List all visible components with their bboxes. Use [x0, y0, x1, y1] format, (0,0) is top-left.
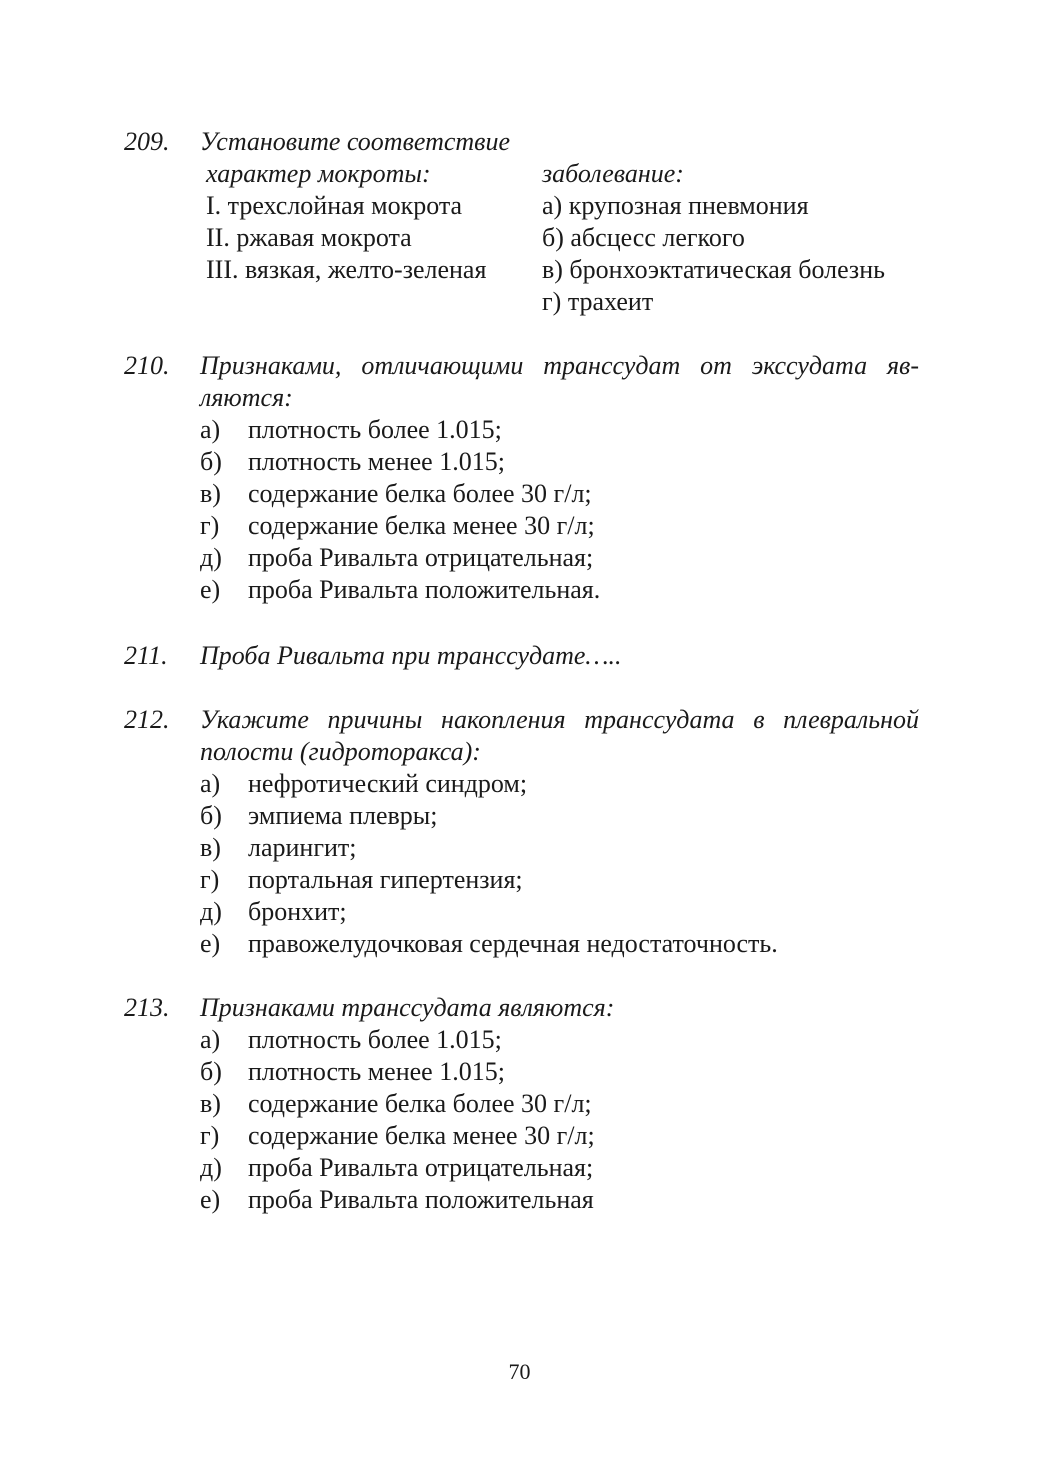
- question-text: Проба Ривальта при транссудате…..: [200, 641, 622, 670]
- matching-left-header: характер мокроты:: [206, 159, 431, 188]
- matching-row: [206, 190, 919, 222]
- question-number: 213.: [124, 993, 170, 1022]
- option-letter: г): [200, 865, 220, 894]
- matching-right-header: заболевание:: [542, 159, 684, 188]
- option-text: плотность менее 1.015;: [248, 447, 505, 476]
- option-text: правожелудочковая сердечная недостаточность.: [248, 929, 778, 958]
- matching-row: [206, 222, 919, 254]
- question-header: [124, 126, 919, 158]
- option-item: [200, 1088, 919, 1120]
- matching-right-item: а) крупозная пневмония: [542, 191, 809, 220]
- matching-left-item: [206, 286, 542, 318]
- option-letter: а): [200, 769, 221, 798]
- option-letter: б): [200, 1057, 222, 1086]
- question-number: 209.: [124, 127, 170, 156]
- option-item: [200, 1152, 919, 1184]
- option-item: [200, 478, 919, 510]
- option-text: плотность менее 1.015;: [248, 1057, 505, 1086]
- question-header: [124, 992, 919, 1024]
- option-letter: б): [200, 801, 222, 830]
- option-letter: в): [200, 833, 221, 862]
- option-item: [200, 414, 919, 446]
- option-text: ларингит;: [248, 833, 357, 862]
- matching-table: [206, 158, 919, 318]
- option-letter: в): [200, 1089, 221, 1118]
- option-item: [200, 1056, 919, 1088]
- question-text-line-2: ляются:: [200, 383, 293, 412]
- option-text: содержание белка более 30 г/л;: [248, 479, 592, 508]
- option-letter: а): [200, 415, 221, 444]
- option-item: [200, 800, 919, 832]
- question-211: [124, 640, 919, 672]
- question-text: Установите соответствие: [200, 127, 510, 156]
- question-number: 211.: [124, 641, 168, 670]
- question-text-line-1: Укажите причины накопления транссудата в плевральной: [200, 705, 919, 734]
- option-item: [200, 768, 919, 800]
- matching-row: [206, 254, 919, 286]
- option-text: плотность более 1.015;: [248, 1025, 502, 1054]
- question-number: 210.: [124, 351, 170, 380]
- option-item: [200, 510, 919, 542]
- option-text: содержание белка более 30 г/л;: [248, 1089, 592, 1118]
- option-item: [200, 864, 919, 896]
- option-item: [200, 1184, 919, 1216]
- option-text: плотность более 1.015;: [248, 415, 502, 444]
- option-letter: д): [200, 543, 222, 572]
- option-text: проба Ривальта положительная: [248, 1185, 594, 1214]
- option-letter: г): [200, 1121, 220, 1150]
- question-text-line-1: Признаками, отличающими транссудат от экссудата яв-: [200, 351, 919, 380]
- option-text: проба Ривальта положительная.: [248, 575, 601, 604]
- options-list: [200, 1024, 919, 1216]
- question-213: [124, 992, 919, 1216]
- option-item: [200, 542, 919, 574]
- matching-right-item: б) абсцесс легкого: [542, 223, 745, 252]
- option-item: [200, 832, 919, 864]
- question-text-line-2: полости (гидроторакса):: [200, 737, 481, 766]
- matching-left-item: II. ржавая мокрота: [206, 223, 412, 252]
- option-item: [200, 446, 919, 478]
- option-letter: в): [200, 479, 221, 508]
- matching-header-row: [206, 158, 919, 190]
- option-item: [200, 896, 919, 928]
- question-text-block: [200, 350, 919, 414]
- page-number: 70: [508, 1359, 531, 1384]
- option-letter: е): [200, 929, 221, 958]
- option-text: нефротический синдром;: [248, 769, 528, 798]
- options-list: [200, 414, 919, 606]
- matching-right-item: в) бронхоэктатическая болезнь: [542, 255, 885, 284]
- option-item: [200, 928, 919, 960]
- option-text: бронхит;: [248, 897, 347, 926]
- matching-left-item: III. вязкая, желто-зеленая: [206, 255, 487, 284]
- option-text: портальная гипертензия;: [248, 865, 523, 894]
- option-letter: е): [200, 575, 221, 604]
- options-list: [200, 768, 919, 960]
- option-letter: д): [200, 897, 222, 926]
- option-letter: а): [200, 1025, 221, 1054]
- option-letter: г): [200, 511, 220, 540]
- option-item: [200, 574, 919, 606]
- option-letter: е): [200, 1185, 221, 1214]
- option-text: содержание белка менее 30 г/л;: [248, 1121, 595, 1150]
- question-210: [124, 350, 919, 606]
- matching-right-item: г) трахеит: [542, 287, 654, 316]
- option-text: проба Ривальта отрицательная;: [248, 543, 594, 572]
- question-header: [124, 704, 919, 768]
- question-text-block: [200, 704, 919, 768]
- option-text: эмпиема плевры;: [248, 801, 438, 830]
- matching-left-item: I. трехслойная мокрота: [206, 191, 463, 220]
- matching-row: [206, 286, 919, 318]
- question-212: [124, 704, 919, 960]
- option-text: проба Ривальта отрицательная;: [248, 1153, 594, 1182]
- question-header: [124, 640, 919, 672]
- question-number: 212.: [124, 705, 170, 734]
- option-item: [200, 1024, 919, 1056]
- option-item: [200, 1120, 919, 1152]
- question-header: [124, 350, 919, 414]
- question-209: [124, 126, 919, 318]
- question-text: Признаками транссудата являются:: [200, 993, 615, 1022]
- option-text: содержание белка менее 30 г/л;: [248, 511, 595, 540]
- option-letter: д): [200, 1153, 222, 1182]
- option-letter: б): [200, 447, 222, 476]
